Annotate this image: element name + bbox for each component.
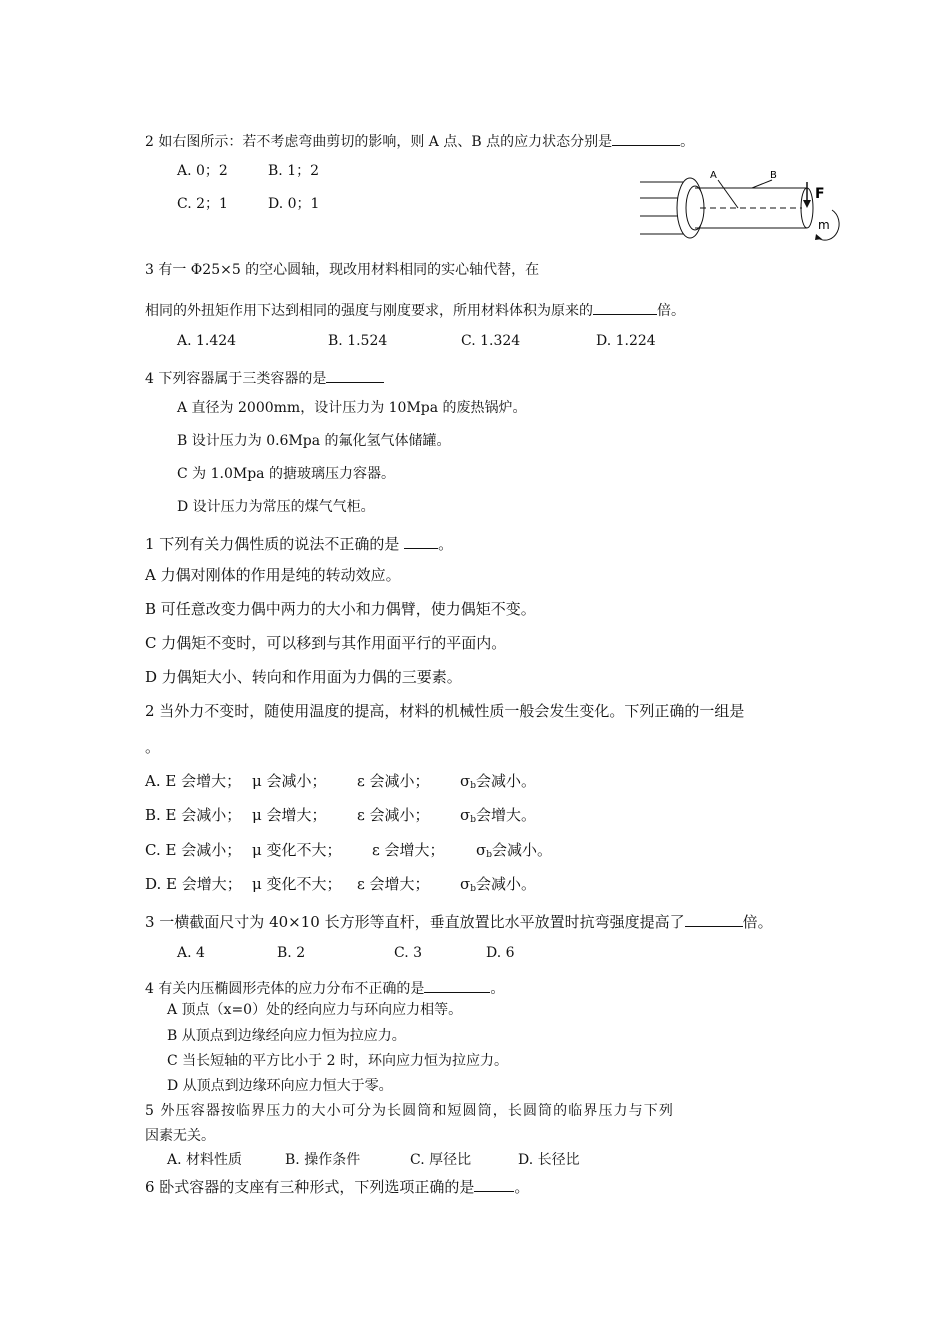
q2-option-c: C. 2；1 [177,196,228,212]
shaft-torsion-figure [640,160,850,260]
q3-option-a: A. 1.424 [177,333,237,349]
q2-torsion-stem-text: 2 如右图所示：若不考虑弯曲剪切的影响，则 A 点、B 点的应力状态分别是 [145,134,613,150]
q4-option-a: A 直径为 2000mm，设计压力为 10Mpa 的废热锅炉。 [177,400,527,416]
q4-ellipse-stem-end: 。 [490,981,505,997]
q4-option-b: B 设计压力为 0.6Mpa 的氟化氢气体储罐。 [177,433,451,449]
q2-temp-option-c-sigma [476,843,552,860]
q1-option-c: C 力偶矩不变时，可以移到与其作用面平行的平面内。 [145,634,507,652]
answer-blank [424,978,490,993]
q5-external-stem-line2: 因素无关。 [145,1128,215,1144]
q2-temperature-stem-end: 。 [145,738,161,756]
subscript-b: b [486,850,493,860]
q3-option-d: D. 1.224 [596,333,656,349]
q3-shaft-stem-line1: 3 有一 Φ25×5 的空心圆轴，现改用材料相同的实心轴代替，在 [145,262,540,278]
q2-temp-option-c-mu: μ 变化不大； [252,841,342,859]
q2-temp-option-b-e: B. E 会减小； [145,806,242,824]
answer-blank [474,1177,514,1192]
q5-option-a: A. 材料性质 [167,1152,243,1168]
q6-support-stem [145,1177,529,1195]
answer-blank [612,131,680,146]
q1-option-b: B 可任意改变力偶中两力的大小和力偶臂，使力偶矩不变。 [145,600,536,618]
point-a-label: A [710,170,717,181]
sigma-text: 会减小。 [476,772,537,790]
q3-option-c: C. 1.324 [461,333,521,349]
sigma-symbol: σ [476,841,487,859]
q3-beam-stem-text: 3 一横截面尺寸为 40×10 长方形等直杆，垂直放置比水平放置时抗弯强度提高了 [145,913,685,931]
q4-option-c: C 为 1.0Mpa 的搪玻璃压力容器。 [177,466,395,482]
q3-shaft-stem-line2-text: 相同的外扭矩作用下达到相同的强度与刚度要求，所用材料体积为原来的 [145,303,593,319]
q3-beam-stem [145,912,773,930]
q5-option-c: C. 厚径比 [410,1152,472,1168]
q4-ellipse-option-a: A 顶点（x=0）处的经向应力与环向应力相等。 [167,1002,463,1018]
q4-vessel-stem [145,368,384,386]
q3-beam-stem-end: 倍。 [742,913,773,931]
q2-temp-option-d-mu: μ 变化不大； [252,875,342,893]
q2-temperature-stem: 2 当外力不变时，随使用温度的提高，材料的机械性质一般会发生变化。下列正确的一组是 [145,702,745,720]
q2-torsion-stem [145,131,694,149]
q4-option-d: D 设计压力为常压的煤气气柜。 [177,499,375,515]
q5-external-stem-line1: 5 外压容器按临界压力的大小可分为长圆筒和短圆筒，长圆筒的临界压力与下列 [145,1103,674,1119]
q2-temp-option-a-e: A. E 会增大； [145,772,242,790]
q2-option-d: D. 0；1 [268,196,320,212]
q1-couple-stem-text: 1 下列有关力偶性质的说法不正确的是 [145,535,400,553]
q2-temp-option-d-e: D. E 会增大； [145,875,242,893]
q5-option-d: D. 长径比 [518,1152,580,1168]
q2-temp-option-a-eps: ε 会减小； [357,772,430,790]
q3-beam-option-c: C. 3 [394,945,423,961]
sigma-symbol: σ [460,875,471,893]
q3-beam-option-b: B. 2 [277,945,306,961]
subscript-b: b [470,781,477,791]
q3-beam-option-d: D. 6 [486,945,515,961]
q1-couple-stem [145,534,453,552]
sigma-text: 会减小。 [476,875,537,893]
q1-option-a: A 力偶对刚体的作用是纯的转动效应。 [145,566,401,584]
subscript-b: b [470,815,477,825]
q2-temp-option-d-eps: ε 会增大； [357,875,430,893]
q2-temp-option-c-e: C. E 会减小； [145,841,242,859]
q1-couple-stem-end: 。 [438,535,454,553]
answer-blank [404,534,438,549]
q4-ellipse-option-c: C 当长短轴的平方比小于 2 时，环向应力恒为拉应力。 [167,1053,508,1069]
q3-beam-option-a: A. 4 [177,945,205,961]
q6-support-stem-end: 。 [514,1178,530,1196]
q2-temp-option-a-sigma [460,774,536,791]
moment-label: m [818,218,830,232]
force-label: F [815,186,825,202]
q5-option-b: B. 操作条件 [285,1152,361,1168]
q2-option-b: B. 1；2 [268,163,320,179]
q4-ellipse-option-d: D 从顶点到边缘环向应力恒大于零。 [167,1078,393,1094]
q2-option-a: A. 0；2 [177,163,228,179]
answer-blank [593,300,657,315]
sigma-text: 会增大。 [476,806,537,824]
q3-shaft-stem-line2 [145,300,685,318]
sigma-symbol: σ [460,806,471,824]
q3-option-b: B. 1.524 [328,333,388,349]
q2-temp-option-b-mu: μ 会增大； [252,806,327,824]
q4-ellipse-stem-text: 4 有关内压椭圆形壳体的应力分布不正确的是 [145,981,425,997]
q2-temp-option-c-eps: ε 会增大； [372,841,445,859]
q2-temp-option-d-sigma [460,877,536,894]
q2-torsion-stem-end: 。 [680,134,695,150]
subscript-b: b [470,884,477,894]
sigma-symbol: σ [460,772,471,790]
answer-blank [685,912,743,927]
q6-support-stem-text: 6 卧式容器的支座有三种形式，下列选项正确的是 [145,1178,475,1196]
q4-ellipse-stem [145,978,504,996]
q4-ellipse-option-b: B 从顶点到边缘经向应力恒为拉应力。 [167,1028,406,1044]
q2-temp-option-b-eps: ε 会减小； [357,806,430,824]
q4-vessel-stem-text: 4 下列容器属于三类容器的是 [145,371,327,387]
q3-shaft-stem-end: 倍。 [657,303,685,319]
point-b-label: B [770,170,777,181]
q2-temp-option-a-mu: μ 会减小； [252,772,327,790]
answer-blank [326,368,384,383]
q1-option-d: D 力偶矩大小、转向和作用面为力偶的三要素。 [145,668,462,686]
sigma-text: 会减小。 [492,841,553,859]
q2-temp-option-b-sigma [460,808,536,825]
